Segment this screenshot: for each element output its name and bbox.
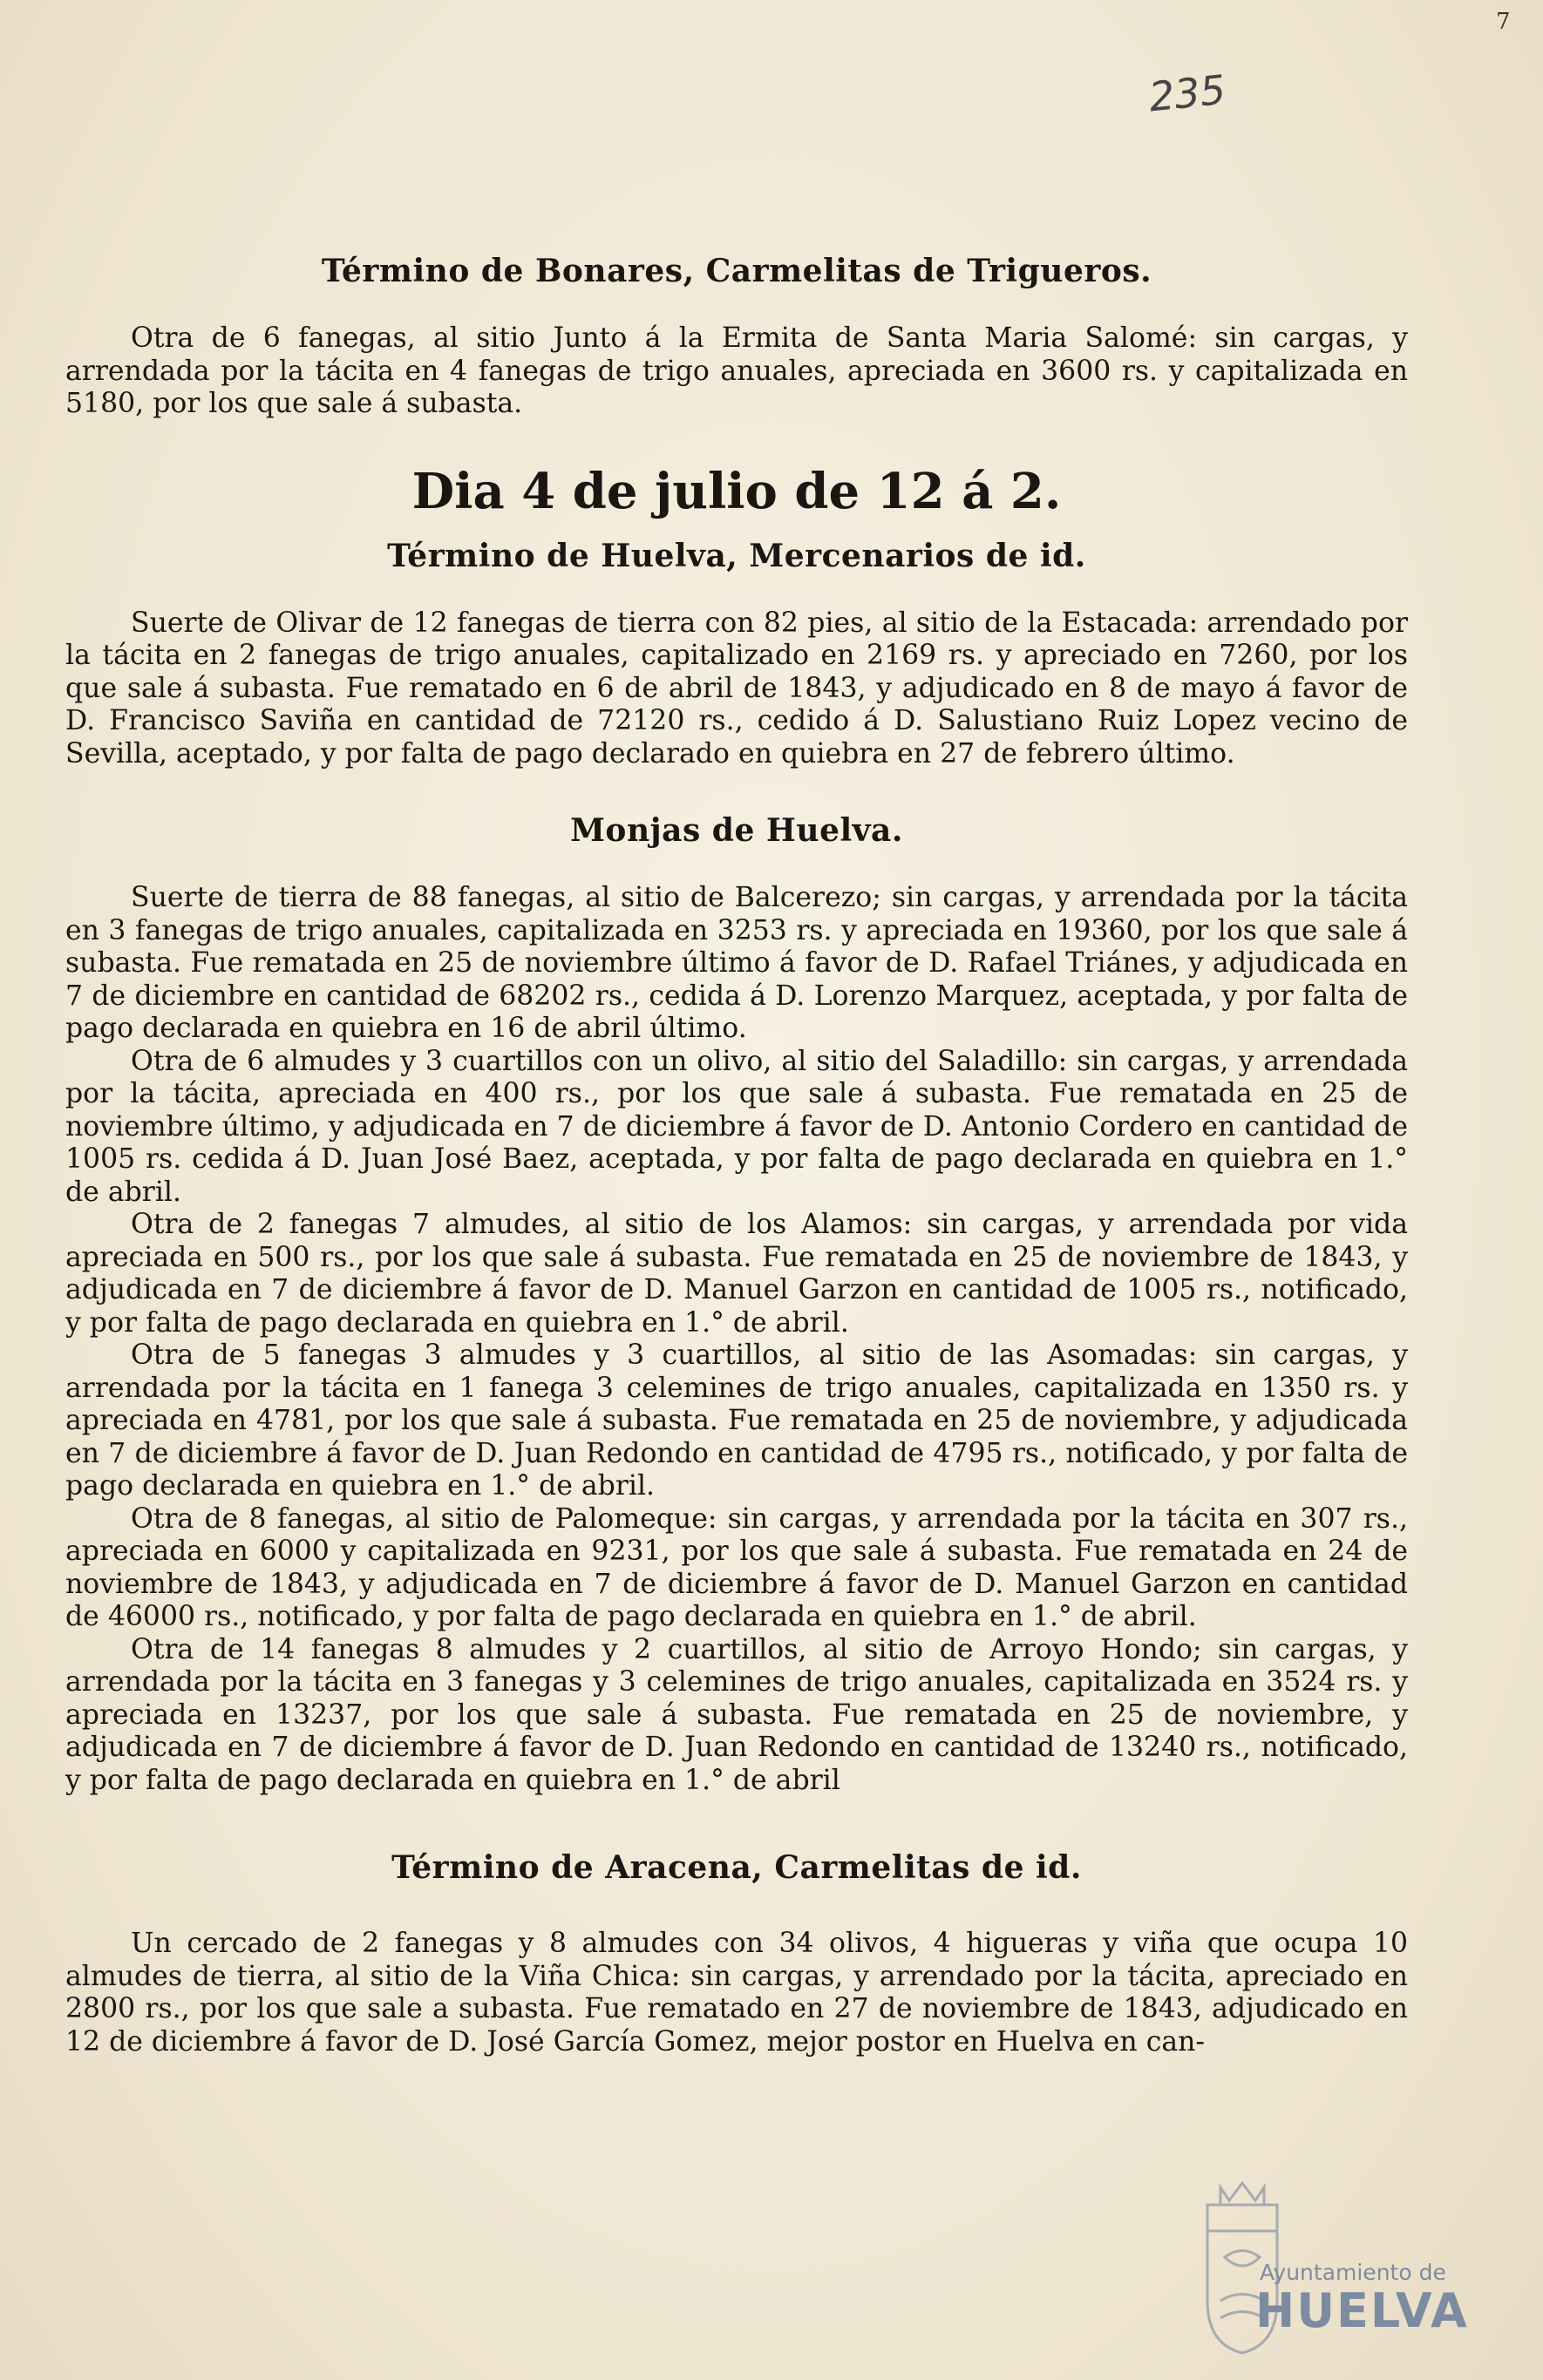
- document-body: [65, 253, 1408, 2058]
- corner-mark: 7: [1496, 9, 1511, 35]
- entry-paragraph: Otra de 8 fanegas, al sitio de Palomeque: sin cargas, y arrendada por la tácita en 307 rs., apreciada en 6000 y capitalizada en 9231, por los que sale á subasta. Fue rematada en 24 de noviembre de 1843, y adjudicada en 7 de diciembre á favor de D. Manuel Garzon en cantidad de 46000 rs., notificado, y por falta de pago declarada en quiebra en 1.° de abril.: [65, 1502, 1408, 1632]
- entry-paragraph: Otra de 14 fanegas 8 almudes y 2 cuartillos, al sitio de Arroyo Hondo; sin cargas, y arrendada por la tácita en 3 fanegas y 3 celemines de trigo anuales, capitalizada en 3524 rs. y apreciada en 13237, por los que sale á subasta. Fue rematada en 25 de noviembre, y adjudicada en 7 de diciembre á favor de D. Juan Redondo en cantidad de 13240 rs., notificado, y por falta de pago declarada en quiebra en 1.° de abril: [65, 1633, 1408, 1796]
- entry-paragraph: Otra de 6 fanegas, al sitio Junto á la Ermita de Santa Maria Salomé: sin cargas, y arrendada por la tácita en 4 fanegas de trigo anuales, apreciada en 3600 rs. y capitalizada en 5180, por los que sale á subasta.: [65, 322, 1408, 419]
- entry-paragraph: Suerte de tierra de 88 fanegas, al sitio de Balcerezo; sin cargas, y arrendada por la tácita en 3 fanegas de trigo anuales, capitalizada en 3253 rs. y apreciada en 19360, por los que sale á subasta. Fue rematada en 25 de noviembre último á favor de D. Rafael Triánes, y adjudicada en 7 de diciembre en cantidad de 68202 rs., cedida á D. Lorenzo Marquez, aceptada, y por falta de pago declarada en quiebra en 16 de abril último.: [65, 882, 1408, 1044]
- entry-paragraph: Otra de 6 almudes y 3 cuartillos con un olivo, al sitio del Saladillo: sin cargas, y arrendada por la tácita, apreciada en 400 rs., por los que sale á subasta. Fue rematada en 25 de noviembre último, y adjudicada en 7 de diciembre á favor de D. Antonio Cordero en cantidad de 1005 rs. cedida á D. Juan José Baez, aceptada, y por falta de pago declarada en quiebra en 1.° de abril.: [65, 1045, 1408, 1208]
- entry-paragraph: Otra de 2 fanegas 7 almudes, al sitio de los Alamos: sin cargas, y arrendada por vida apreciada en 500 rs., por los que sale á subasta. Fue rematada en 25 de noviembre de 1843, y adjudicada en 7 de diciembre á favor de D. Manuel Garzon en cantidad de 1005 rs., notificado, y por falta de pago declarada en quiebra en 1.° de abril.: [65, 1209, 1408, 1339]
- folio-number: 235: [1146, 65, 1228, 121]
- section-heading-huelva-mercenarios: Término de Huelva, Mercenarios de id.: [387, 537, 1086, 574]
- watermark-caption: Ayuntamiento de: [1260, 2260, 1446, 2285]
- section-heading-monjas-huelva: Monjas de Huelva.: [570, 812, 903, 849]
- section-heading-bonares: Término de Bonares, Carmelitas de Trigueros.: [321, 253, 1152, 289]
- watermark-name: HUELVA: [1255, 2283, 1469, 2338]
- entry-paragraph: Un cercado de 2 fanegas y 8 almudes con 34 olivos, 4 higueras y viña que ocupa 10 almudes de tierra, al sitio de la Viña Chica: sin cargas, y arrendado por la tácita, apreciado en 2800 rs., por los que sale a subasta. Fue rematado en 27 de noviembre de 1843, adjudicado en 12 de diciembre á favor de D. José García Gomez, mejor postor en Huelva en can-: [65, 1928, 1408, 2058]
- entry-paragraph: Otra de 5 fanegas 3 almudes y 3 cuartillos, al sitio de las Asomadas: sin cargas, y arrendada por la tácita en 1 fanega 3 celemines de trigo anuales, capitalizada en 1350 rs. y apreciada en 4781, por los que sale á subasta. Fue rematada en 25 de noviembre, y adjudicada en 7 de diciembre á favor de D. Juan Redondo en cantidad de 4795 rs., notificado, y por falta de pago declarada en quiebra en 1.° de abril.: [65, 1339, 1408, 1502]
- day-heading: Dia 4 de julio de 12 á 2.: [411, 462, 1062, 520]
- section-heading-aracena: Término de Aracena, Carmelitas de id.: [391, 1849, 1082, 1886]
- entry-paragraph: Suerte de Olivar de 12 fanegas de tierra con 82 pies, al sitio de la Estacada: arrendado por la tácita en 2 fanegas de trigo anuales, capitalizado en 2169 rs. y apreciado en 7260, por los que sale á subasta. Fue rematado en 6 de abril de 1843, y adjudicado en 8 de mayo á favor de D. Francisco Saviña en cantidad de 72120 rs., cedido á D. Salustiano Ruiz Lopez vecino de Sevilla, aceptado, y por falta de pago declarado en quiebra en 27 de febrero último.: [65, 607, 1408, 770]
